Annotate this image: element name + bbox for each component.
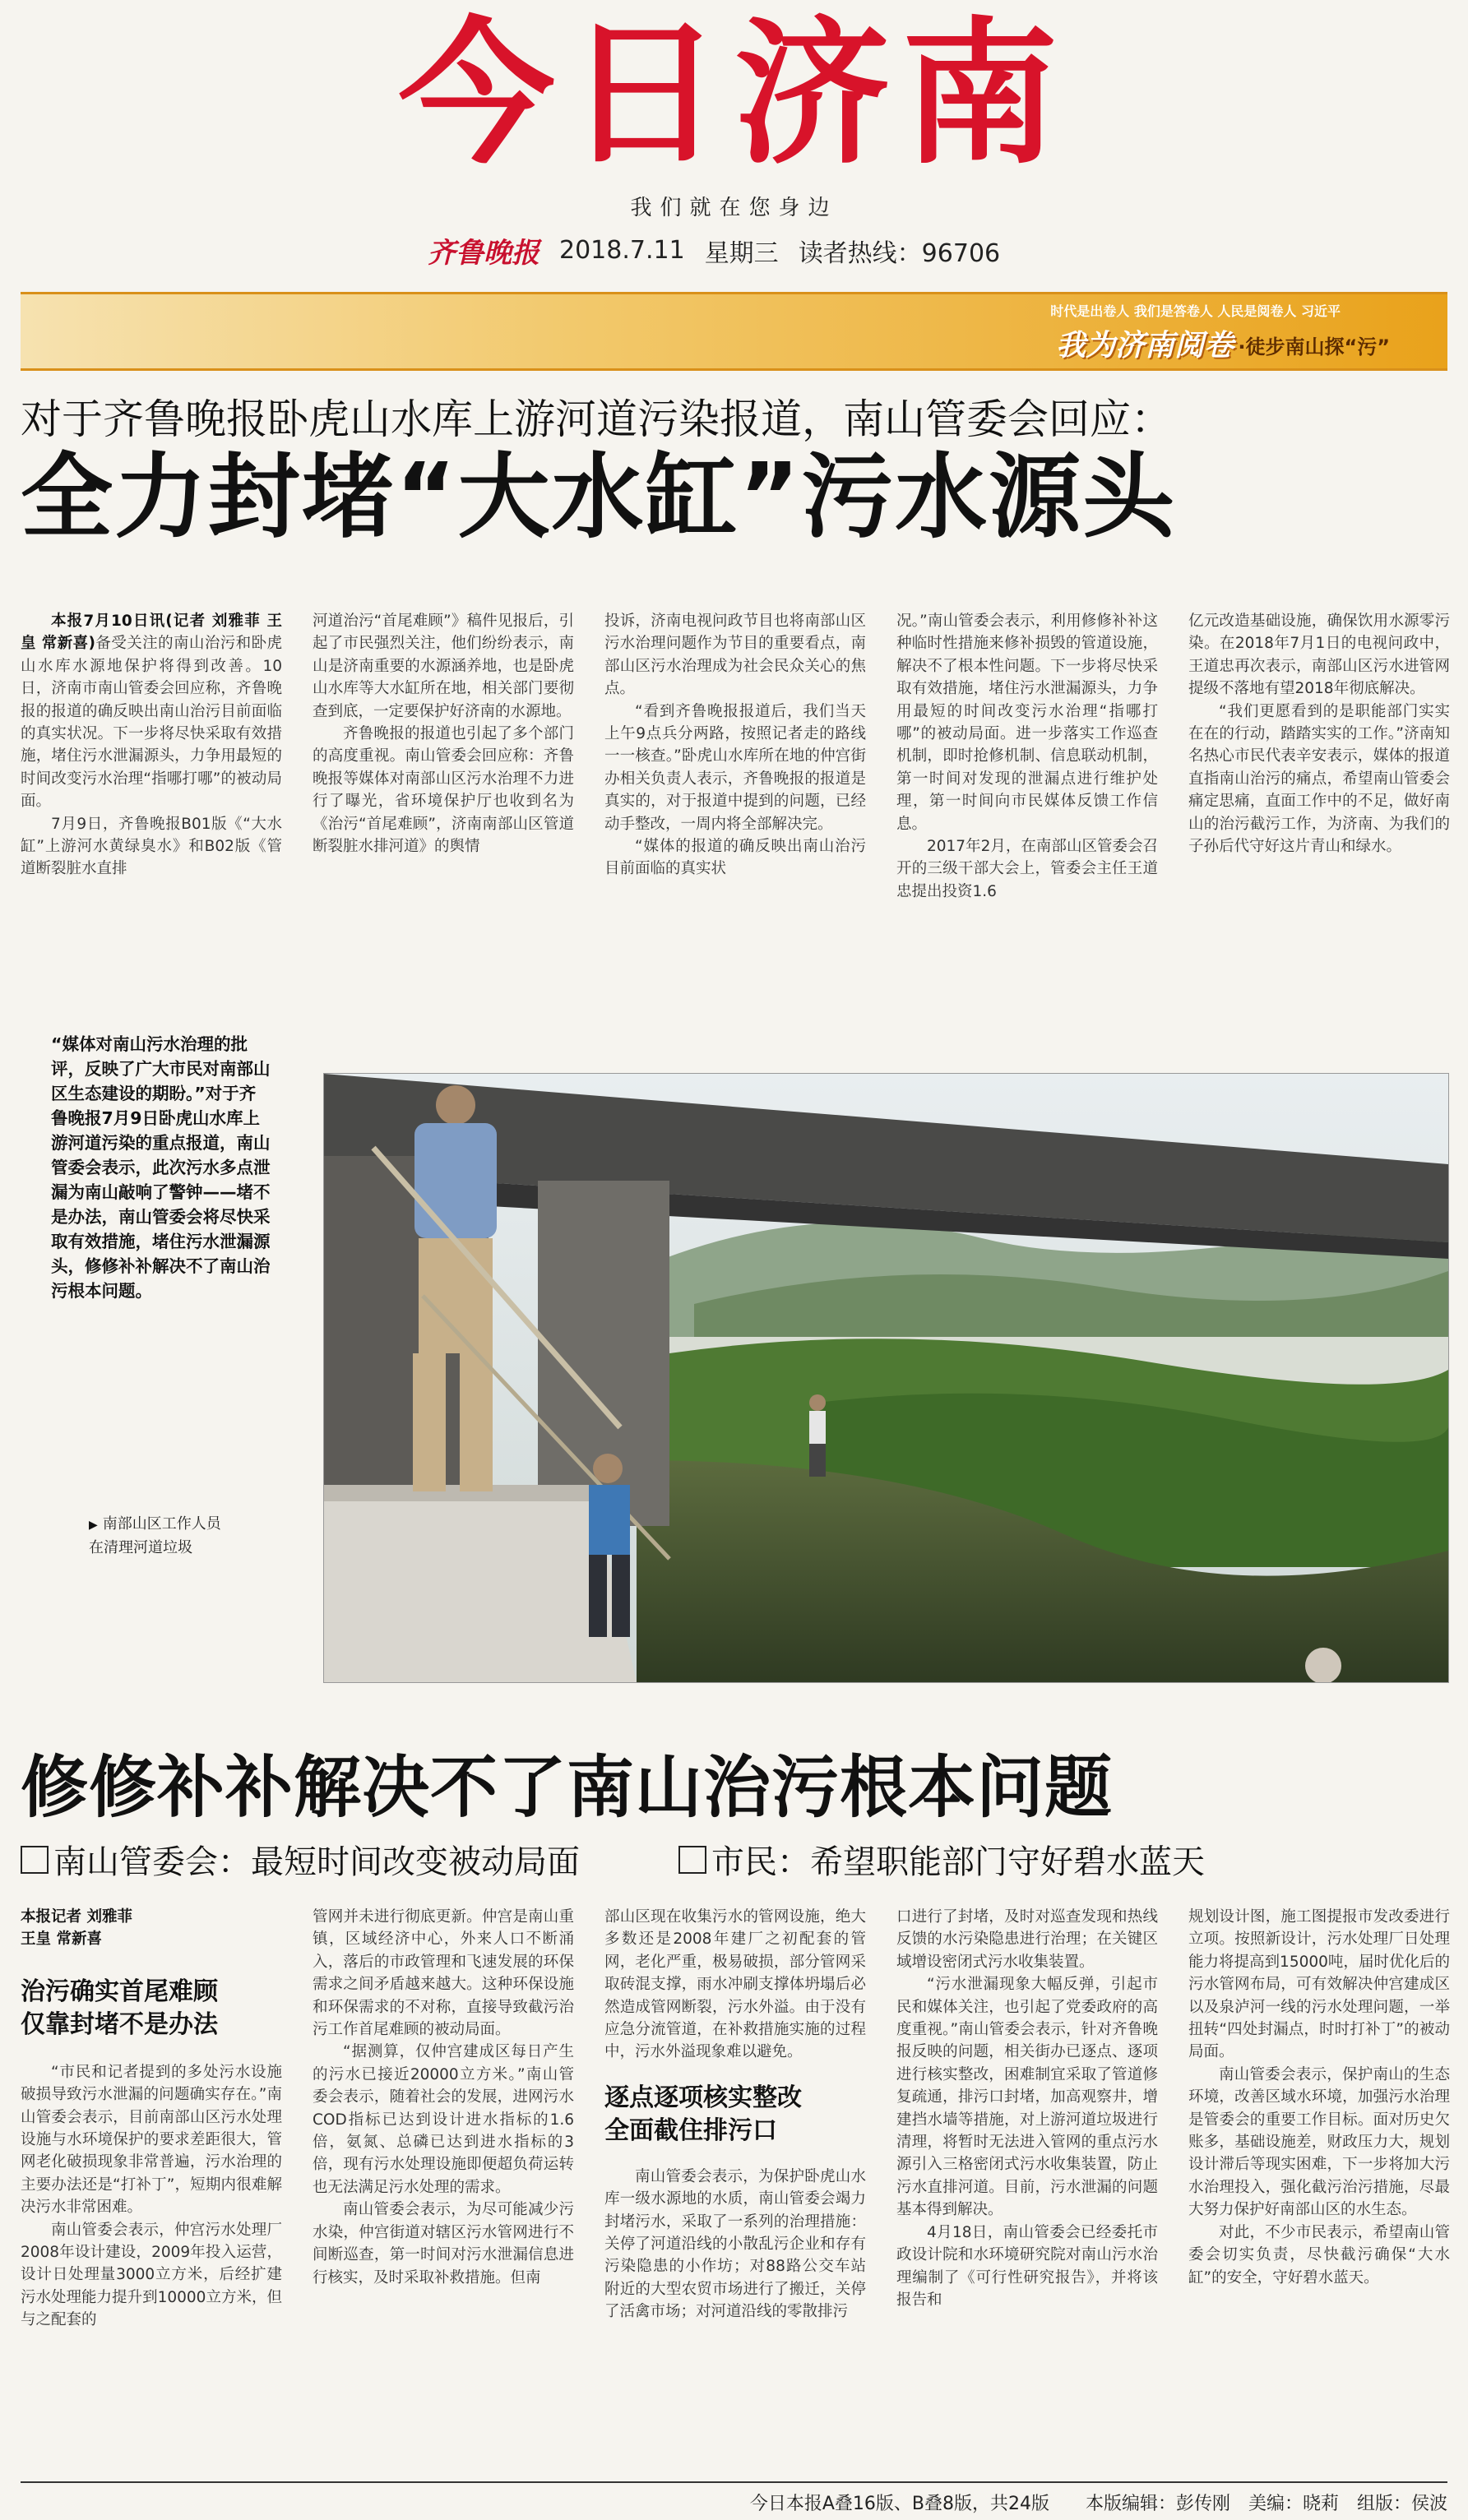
subhead-right-text: 市民：希望职能部门守好碧水蓝天: [711, 1843, 1205, 1881]
article-kicker: 对于齐鲁晚报卧虎山水库上游河道污染报道，南山管委会回应：: [21, 395, 1172, 443]
article2-col1-text: “市民和记者提到的多处污水设施破损导致污水泄漏的问题确实存在。”南山管委会表示，目前南部山区污水处理设施与水环境保护的要求差距很大，管网老化破损现象非常普遍，污水治理的主要办法还是“打补丁”，短期内很难解决污水非常困难。: [21, 2063, 282, 2217]
article1-col5-text: 亿元改造基础设施，确保饮用水源零污染。在2018年7月1日的电视问政中，王道忠再次表示，南部山区污水进管网提级不落地有望2018年彻底解决。: [1188, 613, 1450, 698]
article1-col2b-text: 齐鲁晚报的报道也引起了多个部门的高度重视。南山管委会回应称：齐鲁晚报等媒体对南部山区污水治理不力进行了曝光，省环境保护厅也收到名为《治污“首尾难顾”，济南南部山区管道断裂脏水排河道》的舆情: [313, 725, 574, 856]
article2-byline-2: 王皇 常新喜: [21, 1930, 102, 1949]
column-banner: [21, 292, 1447, 371]
article1-col5b-text: “我们更愿看到的是职能部门实实在在的行动，踏踏实实的工作。”济南知名热心市民代表辛安表示，媒体的报道直指南山治污的痛点，希望南山管委会痛定思痛，直面工作中的不足，做好南山的治污截污工作，为济南、为我们的子孙后代守好这片青山和绿水。: [1188, 702, 1450, 856]
worker-figure-3: [809, 1394, 826, 1477]
news-photo: [323, 1073, 1449, 1683]
reader-hotline: 读者热线：96706: [798, 238, 1001, 268]
photo-caption: [89, 1513, 294, 1560]
banner-quote: 时代是出卷人 我们是答卷人 人民是阅卷人 习近平: [1050, 303, 1341, 319]
article2-col3b-text: 南山管委会表示，为保护卧虎山水库一级水源地的水质，南山管委会竭力封堵污水，采取了一系列的治理措施：关停了河道沿线的小散乱污企业和存有污染隐患的小作坊；对88路公交车站附近的大型农贸市场进行了搬迁，关停了活禽市场；对河道沿线的零散排污: [604, 2167, 866, 2321]
article2-subhead-left: [21, 1836, 580, 1883]
river-cleanup-photo: [324, 1074, 1448, 1682]
article2-column-3: [604, 1906, 866, 2481]
article2-byline-1: 本报记者 刘雅菲: [21, 1908, 132, 1926]
article2-subhead-right: [678, 1836, 1205, 1883]
article1-column-5: [1188, 610, 1450, 1005]
article2-col1b-text: 南山管委会表示，仲宫污水处理厂2008年设计建设，2009年投入运营，设计日处理量3000立方米，后经扩建污水处理能力提升到10000立方米，但与之配套的: [21, 2221, 282, 2329]
article1-col1-text: 备受关注的南山治污和卧虎山水库水源地保护将得到改善。10日，济南市南山管委会回应称，齐鲁晚报的报道的确反映出南山治污目前面临的真实状况。下一步将尽快采取有效措施，堵住污水泄漏源头，力争用最短的时间改变污水治理“指哪打哪”的被动局面。: [21, 635, 282, 811]
article1-col4b-text: 2017年2月，在南部山区管委会召开的三级干部大会上，管委会主任王道忠提出投资1.6: [896, 838, 1158, 900]
banner-title: 我为济南阅卷: [1055, 329, 1234, 363]
article2-column-1: [21, 1906, 282, 2481]
newspaper-brand: 齐鲁晚报: [428, 237, 540, 270]
issue-date: 2018.7.11: [559, 236, 685, 265]
article2-col4c-text: 4月18日，南山管委会已经委托市政设计院和水环境研究院对南山污水治理编制了《可行性研究报告》，并将该报告和: [896, 2223, 1158, 2309]
article2-column-2: [313, 1906, 574, 2481]
footer-rule: [21, 2481, 1447, 2483]
article2-headline: 修修补补解决不了南山治污根本问题: [21, 1749, 1114, 1827]
article2-col5b-text: 南山管委会表示，保护南山的生态环境，改善区域水环境，加强污水治理是管委会的重要工作目标。面对历史欠账多，基础设施差，财政压力大，规划设计滞后等现实困难，下一步将加大污水治理投入，强化截污治污措施，尽最大努力保护好南部山区的水生态。: [1188, 2065, 1450, 2219]
article2-col2b-text: “据测算，仅仲宫建成区每日产生的污水已接近20000立方米。”南山管委会表示，随着社会的发展，进网污水COD指标已达到设计进水指标的1.6倍，氨氮、总磷已达到进水指标的3倍，现有污水处理设施即便超负荷运转也无法满足污水处理的需求。: [313, 2043, 574, 2196]
article1-col3c-text: “媒体的报道的确反映出南山治污目前面临的真实状: [604, 838, 866, 878]
article1-column-3: [604, 610, 866, 1005]
article2-col5-text: 规划设计图，施工图提报市发改委进行立项。按照新设计，污水处理厂日处理能力将提高到15000吨，届时优化后的污水管网布局，可有效解决仲宫建成区以及泉泸河一线的污水处理问题，一举扭转“四处封漏点，时时打补丁”的被动局面。: [1188, 1908, 1450, 2061]
article2-col4-text: 口进行了封堵，及时对巡查发现和热线反馈的水污染隐患进行治理；在关键区域增设密闭式污水收集装置。: [896, 1908, 1158, 1971]
caption-triangle-icon: ▶: [89, 1519, 98, 1532]
article2-column-4: [896, 1906, 1158, 2481]
article2-col4b-text: “污水泄漏现象大幅反弹，引起市民和媒体关注，也引起了党委政府的高度重视。”南山管委会表示，针对齐鲁晚报反映的问题，相关街办已逐点、逐项进行核实整改，困难制宜采取了管道修复疏通，排污口封堵，加高观察井，增建挡水墙等措施，对上游河道垃圾进行清理，将暂时无法进入管网的重点污水源引入三格密闭式污水收集装置，防止污水直排河道。目前，污水泄漏的问题基本得到解决。: [896, 1976, 1158, 2219]
issue-weekday: 星期三: [704, 238, 779, 268]
banner-subtitle: ·徒步南山探“污”: [1238, 335, 1390, 358]
article-headline: 全力封堵“大水缸”污水源头: [21, 444, 1177, 551]
subhead-left-text: 南山管委会：最短时间改变被动局面: [53, 1843, 580, 1881]
article1-col3-text: 投诉，济南电视问政节目也将南部山区污水治理问题作为节目的重要看点，南部山区污水治理成为社会民众关心的焦点。: [604, 613, 866, 698]
article1-column-4: [896, 610, 1158, 1005]
pull-quote: “媒体对南山污水治理的批评，反映了广大市民对南部山区生态建设的期盼。”对于齐鲁晚报7月9日卧虎山水库上游河道污染的重点报道，南山管委会表示，此次污水多点泄漏为南山敲响了警钟——堵不是办法，南山管委会将尽快采取有效措施，堵住污水泄漏源头，修修补补解决不了南山治污根本问题。: [51, 1034, 271, 1301]
article2-col5c-text: 对此，不少市民表示，希望南山管委会切实负责，尽快截污确保“大水缸”的安全，守好碧水蓝天。: [1188, 2223, 1450, 2286]
square-bullet-icon: [21, 1846, 49, 1874]
masthead-slogan: 我们就在您身边: [630, 196, 838, 220]
article1-col4-text: 况。”南山管委会表示，利用修修补补这种临时性措施来修补损毁的管道设施，解决不了根本性问题。下一步将尽快采取有效措施，堵住污水泄漏源头，力争用最短的时间改变污水治理“指哪打哪”的被动局面。进一步落实工作巡查机制，即时抢修机制、信息联动机制，第一时间对发现的泄漏点进行维护处理，第一时间向市民媒体反馈工作信息。: [896, 613, 1158, 833]
caption-line-1: 南部山区工作人员: [102, 1515, 221, 1533]
section-heading-1: 治污确实首尾难顾 仅靠封堵不是办法: [21, 1977, 218, 2039]
article1-col2-text: 河道治污“首尾难顾”》稿件见报后，引起了市民强烈关注，他们纷纷表示，南山是济南重要的水源涵养地，也是卧虎山水库等大水缸所在地，相关部门要彻查到底，一定要保护好济南的水源地。: [313, 613, 574, 720]
page-footer: 今日本报A叠16版、B叠8版，共24版 本版编辑：彭传刚 美编：晓莉 组版：侯波: [749, 2494, 1447, 2514]
article1-column-1: [21, 610, 282, 1005]
article1-col3b-text: “看到齐鲁晚报报道后，我们当天上午9点兵分两路，按照记者走的路线一一核查。”卧虎山水库所在地的仲宫街办相关负责人表示，齐鲁晚报的报道是真实的，对于报道中提到的问题，已经动手整改，一周内将全部解决完。: [604, 702, 866, 833]
article2-col3-text: 部山区现在收集污水的管网设施，绝大多数还是2008年建厂之初配套的管网，老化严重，极易破损，部分管网采取砖混支撑，雨水冲刷支撑体坍塌后必然造成管网断裂，污水外溢。由于没有应急分流管道，在补救措施实施的过程中，污水外溢现象难以避免。: [604, 1908, 866, 2061]
article2-col2c-text: 南山管委会表示，为尽可能减少污水染，仲宫街道对辖区污水管网进行不间断巡查，第一时间对污水泄漏信息进行核实，及时采取补救措施。但南: [313, 2201, 574, 2286]
masthead-title: 今日济南: [398, 3, 1070, 185]
caption-line-2: 在清理河道垃圾: [89, 1539, 192, 1556]
section-heading-2: 逐点逐项核实整改 全面截住排污口: [604, 2083, 802, 2145]
article2-column-5: [1188, 1906, 1450, 2481]
article1-column-2: [313, 610, 574, 1005]
square-bullet-icon: [678, 1846, 706, 1874]
article2-col2-text: 管网并未进行彻底更新。仲宫是南山重镇，区域经济中心，外来人口不断涌入，落后的市政管理和飞速发展的环保需求之间矛盾越来越大。这种环保设施和环保需求的不对称，直接导致截污治污工作首尾难顾的被动局面。: [313, 1908, 574, 2039]
article1-col1b-text: 7月9日，齐鲁晚报B01版《“大水缸”上游河水黄绿臭水》和B02版《管道断裂脏水直排: [21, 815, 282, 878]
article1-byline: 本报7月10日讯(记者 刘雅菲 王皇 常新喜): [21, 613, 282, 653]
masthead-dateline: [428, 230, 1000, 270]
